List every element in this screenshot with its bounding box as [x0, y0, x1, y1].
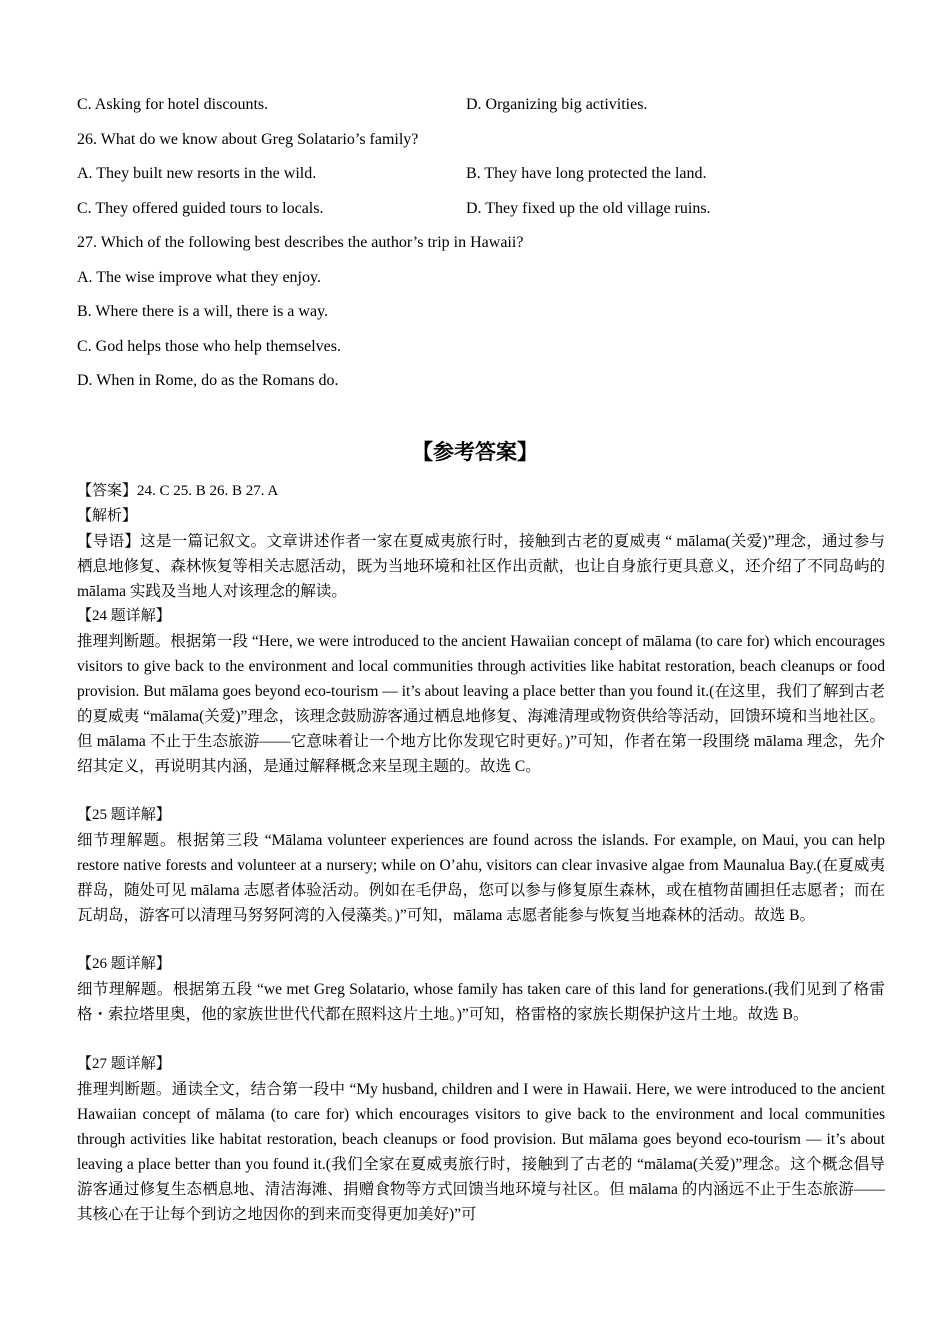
q24-explanation: 推理判断题。根据第一段 “Here, we were introduced to the ancient Hawaiian concept of mālama (to care for) which encourages visitors to give back to the environment and local communities through activities like habitat restoration, beach cleanups or food provision. But mālama goes beyond eco-tourism — it’s about leaving a place better than you found it.(在这里，我们了解到古老的夏威夷 “mālama(关爱)”理念，该理念鼓励游客通过栖息地修复、海滩清理或物资供给等活动，回馈环境和当地社区。但 mālama 不止于生态旅游——它意味着让一个地方比你发现它时更好。)”可知，作者在第一段围绕 mālama 理念，先介绍其定义，再说明其内涵，是通过解释概念来呈现主题的。故选 C。	[77, 633, 885, 775]
q27-explanation: 推理判断题。通读全文，结合第一段中 “My husband, children and I were in Hawaii. Here, we were introduced to the ancient Hawaiian concept of mālama (to care for) which encourages visitors to give back to the environment and local communities through activities like habitat restoration, beach cleanups or food provision. But mālama goes beyond eco-tourism — it’s about leaving a place better than you found it.(我们全家在夏威夷旅行时，接触到了古老的 “mālama(关爱)”理念。这个概念倡导游客通过修复生态栖息地、清洁海滩、捐赠食物等方式回馈当地环境与社区。但 mālama 的内涵远不止于生态旅游——其核心在于让每个到访之地因你的到来而变得更加美好)”可	[77, 1081, 885, 1223]
q25-explanation: 细节理解题。根据第三段 “Mālama volunteer experiences are found across the islands. For example, on Maui, you can help restore native forests and volunteer at a nursery; while on O’ahu, visitors can clear invasive algae from Maunalua Bay.(在夏威夷群岛，随处可见 mālama 志愿者体验活动。例如在毛伊岛，您可以参与修复原生森林，或在植物苗圃担任志愿者；而在瓦胡岛，游客可以清理马努努阿湾的入侵藻类。)”可知，mālama 志愿者能参与恢复当地森林的活动。故选 B。	[77, 832, 885, 924]
q26-option-d: D. They fixed up the old village ruins.	[466, 200, 711, 217]
q27-option-c: C. God helps those who help themselves.	[77, 338, 341, 355]
q26-explanation: 细节理解题。根据第五段 “we met Greg Solatario, whose family has taken care of this land for generations.(我们见到了格雷格・索拉塔里奥，他的家族世世代代都在照料这片土地。)”可知，格雷格的家族长期保护这片土地。故选 B。	[77, 981, 885, 1023]
q26-option-a: A. They built new resorts in the wild.	[77, 165, 317, 182]
q27-option-a: A. The wise improve what they enjoy.	[77, 269, 321, 286]
q24-heading: 【24 题详解】	[77, 608, 171, 624]
q27-stem: 27. Which of the following best describes the author’s trip in Hawaii?	[77, 234, 524, 251]
q26-option-b: B. They have long protected the land.	[466, 165, 707, 182]
q25-option-c: C. Asking for hotel discounts.	[77, 96, 269, 113]
q25-option-d: D. Organizing big activities.	[466, 96, 648, 113]
q26-stem: 26. What do we know about Greg Solatario’s family?	[77, 131, 419, 148]
q26-option-c: C. They offered guided tours to locals.	[77, 200, 324, 217]
q26-heading: 【26 题详解】	[77, 956, 171, 972]
q27-heading: 【27 题详解】	[77, 1056, 171, 1072]
q27-option-b: B. Where there is a will, there is a way.	[77, 303, 329, 320]
answer-line: 【答案】24. C 25. B 26. B 27. A	[77, 483, 279, 499]
q25-heading: 【25 题详解】	[77, 807, 171, 823]
answer-section-title: 【参考答案】	[412, 440, 538, 464]
q27-option-d: D. When in Rome, do as the Romans do.	[77, 372, 339, 389]
analysis-heading: 【解析】	[77, 508, 138, 524]
intro-paragraph: 【导语】这是一篇记叙文。文章讲述作者一家在夏威夷旅行时，接触到古老的夏威夷 “ mālama(关爱)”理念，通过参与栖息地修复、森林恢复等相关志愿活动，既为当地环境和社区作出贡献，也让自身旅行更具意义，还介绍了不同岛屿的 mālama 实践及当地人对该理念的解读。	[77, 533, 885, 600]
